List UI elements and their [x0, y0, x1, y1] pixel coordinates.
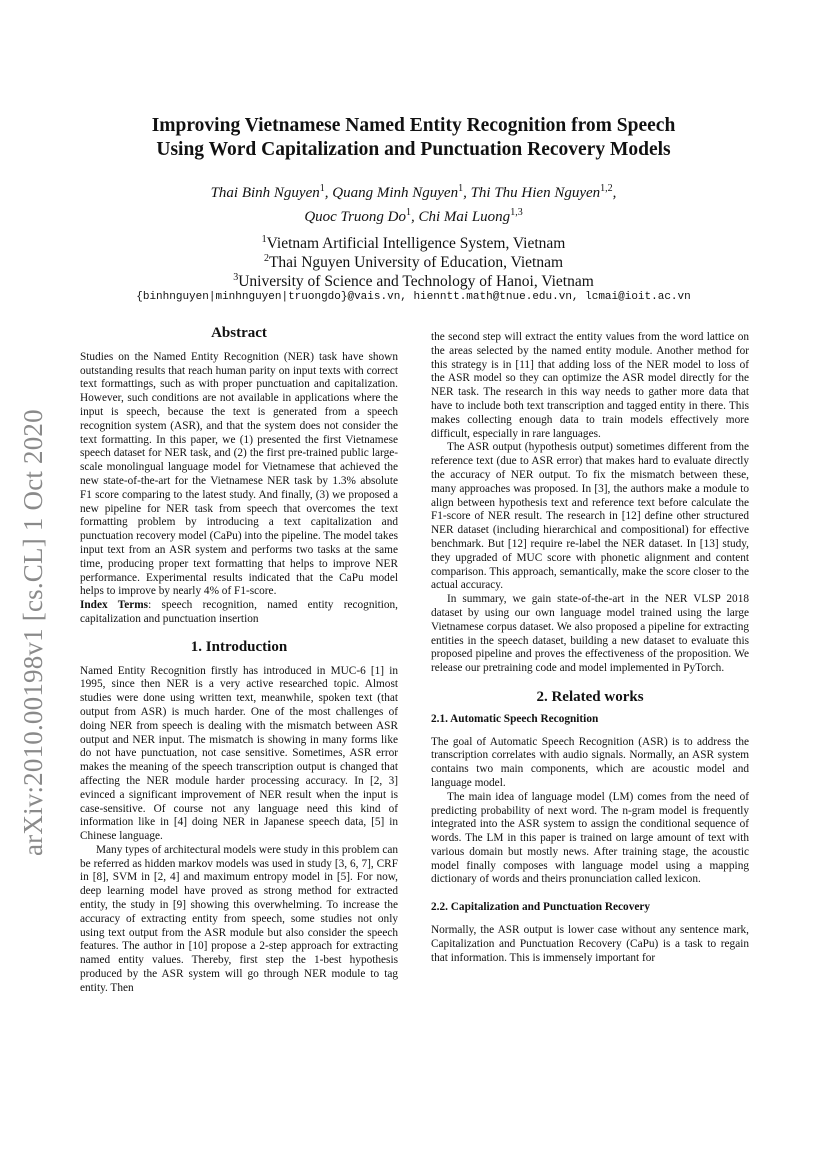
- right-column: [431, 331, 749, 965]
- intro-paragraph: the second step will extract the entity values from the word lattice on the areas selected by the named entity module. Another method for this strategy is in [11] that adding loss of the NER model to loss of the ASR model so they can optimize the ASR model directly for the NER task. The research in this way needs to gather more data that have to include both text transcription and tagged entity in there. This makes collecting enough data to train models effectively more difficult, especially in rare languages.: [431, 331, 749, 440]
- index-terms-text: : speech recognition, named entity recognition, capitalization and punctuation insertion: [80, 599, 398, 625]
- author-affil-mark: 1,2: [600, 183, 613, 194]
- related-works-heading: 2. Related works: [536, 688, 644, 705]
- intro-paragraph: In summary, we gain state-of-the-art in the NER VLSP 2018 dataset by using our own language model trained using the large Vietnamese corpus dataset. We also proposed a pipeline for extracting entities in the speech dataset, building a new dataset to evaluate this proposed pipeline and proves the effectiveness of the proposition. We release our pretraining code and model implemented in PyTorch.: [431, 593, 749, 675]
- intro-paragraph: The ASR output (hypothesis output) sometimes different from the reference text (due to ASR error) that makes hard to evaluate directly the accuracy of NER output. To fix the mismatch between these, many approaches was proposed. In [3], the authors make a module to align between hypothesis text and reference text before calculate the F1-score of NER result. The research in [12] define other structured NER dataset (including hierarchical and compositional) for effective benchmark. But [12] require re-label the NER dataset. In [13] study, they upgraded of MUC score with phonetic alignment and content comparison. This approach, semantically, make the score closer to the actual accuracy.: [431, 441, 749, 592]
- author-name: Quang Minh Nguyen: [332, 185, 459, 201]
- author-affil-mark: 1: [458, 183, 464, 194]
- related-paragraph: The goal of Automatic Speech Recognition (ASR) is to address the transcription correlates with audio signals. Normally, an ASR system contains two main components, which are acoustic model and language model.: [431, 735, 749, 789]
- abstract-body: Studies on the Named Entity Recognition (NER) task have shown outstanding results that reach human parity on input texts with correct text formattings, such as with proper punctuation and capitalization. However, such conditions are not available in applications where the input is speech, because the text is generated from a speech recognition system (ASR), and that the system does not consider the text formatting. In this paper, we (1) presented the first Vietnamese speech dataset for NER task, and (2) the first pre-trained public large-scale monolingual language model for Vietnamese that achieved the new state-of-the-art for the Vietnamese NER task by 1.3% absolute F1 score comparing to the latest study. And finally, (3) we proposed a new pipeline for NER task from speech that overcomes the text formatting problem by introducing a text capitalization and punctuation recovery model (CaPu) into the pipeline. The model takes input text from an ASR system and performs two tasks at the same time, producing proper text formatting that helps to improve NER performance. Experimental results indicated that the CaPu model helps to improve by nearly 4% of F1-score.: [80, 350, 398, 598]
- paper-title: [100, 114, 727, 162]
- author-name: Thi Thu Hien Nguyen: [470, 185, 601, 201]
- affiliation-mark: 1: [261, 234, 267, 245]
- affiliation-mark: 2: [263, 253, 269, 264]
- index-terms-label: Index Terms: [80, 599, 149, 612]
- index-terms: [80, 599, 398, 627]
- author-list: Thai Binh Nguyen$^1$, Quang Minh Nguyen$^1$, Thi Thu Hien Nguyen$^{1,2}$, Quoc Truong Do$^1$, Chi Mai Luong$^{1,3}$: [210, 183, 617, 225]
- abstract-heading: Abstract: [211, 325, 267, 341]
- author-affil-mark: 1: [319, 183, 325, 194]
- intro-paragraph: Named Entity Recognition firstly has introduced in MUC-6 [1] in 1995, since then NER is a very active researched topic. Almost studies were done using written text, meanwhile, spoken text (that output from ASR) is much harder. One of the most challenges of doing NER from speech is dealing with the mismatch between ASR output and NER input. The mismatch is showing in many forms like do not have punctuation, not case sensitive. Sometimes, ASR error makes the meaning of the speech transcription output is changed that affecting the NER module harder processing accuracy. In [2, 3] evinced a significant improvement of NER result when the input is case-sensitive. Of course not any language need this kind of information like in [4] doing NER in Japanese speech data, [5] in Chinese language.: [80, 664, 398, 843]
- subsection-heading-capu: 2.2. Capitalization and Punctuation Recovery: [431, 901, 651, 914]
- affiliation-text: University of Science and Technology of Hanoi, Vietnam: [238, 273, 594, 291]
- intro-paragraph: Many types of architectural models were study in this problem can be referred as hidden markov models was used in study [3, 6, 7], CRF in [8], SVM in [2, 4] and maximum entropy model in [5]. For now, deep learning model have proved as strong method for extracted entity, the study in [9] showing this overwhelming. To increase the accuracy of extracting entity from speech, some studies not only using text output from the ASR module but also consider the speech features. The author in [10] propose a 2-step approach for extracting named entity values. Thereby, first step the 1-best hypothesis produced by the ASR system will go through NER module to tag entity. Then: [80, 843, 398, 994]
- affiliation: [100, 268, 727, 291]
- author-affil-mark: 1,3: [510, 207, 523, 218]
- author-name: Quoc Truong Do: [304, 209, 406, 225]
- intro-heading: 1. Introduction: [190, 638, 288, 655]
- affiliation-text: Thai Nguyen University of Education, Vietnam: [268, 254, 564, 272]
- author-emails: {binhnguyen|minhnguyen|truongdo}@vais.vn, hienntt.math@tnue.edu.vn, lcmai@ioit.ac.vn: [136, 291, 691, 303]
- affiliation-mark: 3: [233, 272, 239, 283]
- related-paragraph: The main idea of language model (LM) comes from the need of predicting probability of next word. The n-gram model is frequently integrated into the ASR system to assign the conditional sequence of words. The LM in this paper is trained on large amount of text with various domain but mostly news. After training stage, the acoustic model finally composes with language model using a mapping dictionary of words and theirs pronunciation called lexicon.: [431, 790, 749, 886]
- title-line-1: Improving Vietnamese Named Entity Recognition from Speech: [151, 115, 676, 136]
- arxiv-side-stamp: arXiv:2010.00198v1 [cs.CL] 1 Oct 2020: [18, 409, 48, 856]
- author-name: Thai Binh Nguyen: [210, 185, 320, 201]
- subsection-heading-asr: 2.1. Automatic Speech Recognition: [431, 712, 599, 725]
- left-column: [80, 327, 398, 996]
- title-line-2: Using Word Capitalization and Punctuation Recovery Models: [156, 139, 671, 160]
- related-paragraph: Normally, the ASR output is lower case without any sentence mark, Capitalization and Punctuation Recovery (CaPu) is a task to regain that information. This is immensely important for: [431, 924, 749, 964]
- author-name: Chi Mai Luong: [418, 209, 511, 225]
- author-affil-mark: 1: [406, 207, 411, 218]
- affiliation-text: Vietnam Artificial Intelligence System, Vietnam: [266, 235, 566, 253]
